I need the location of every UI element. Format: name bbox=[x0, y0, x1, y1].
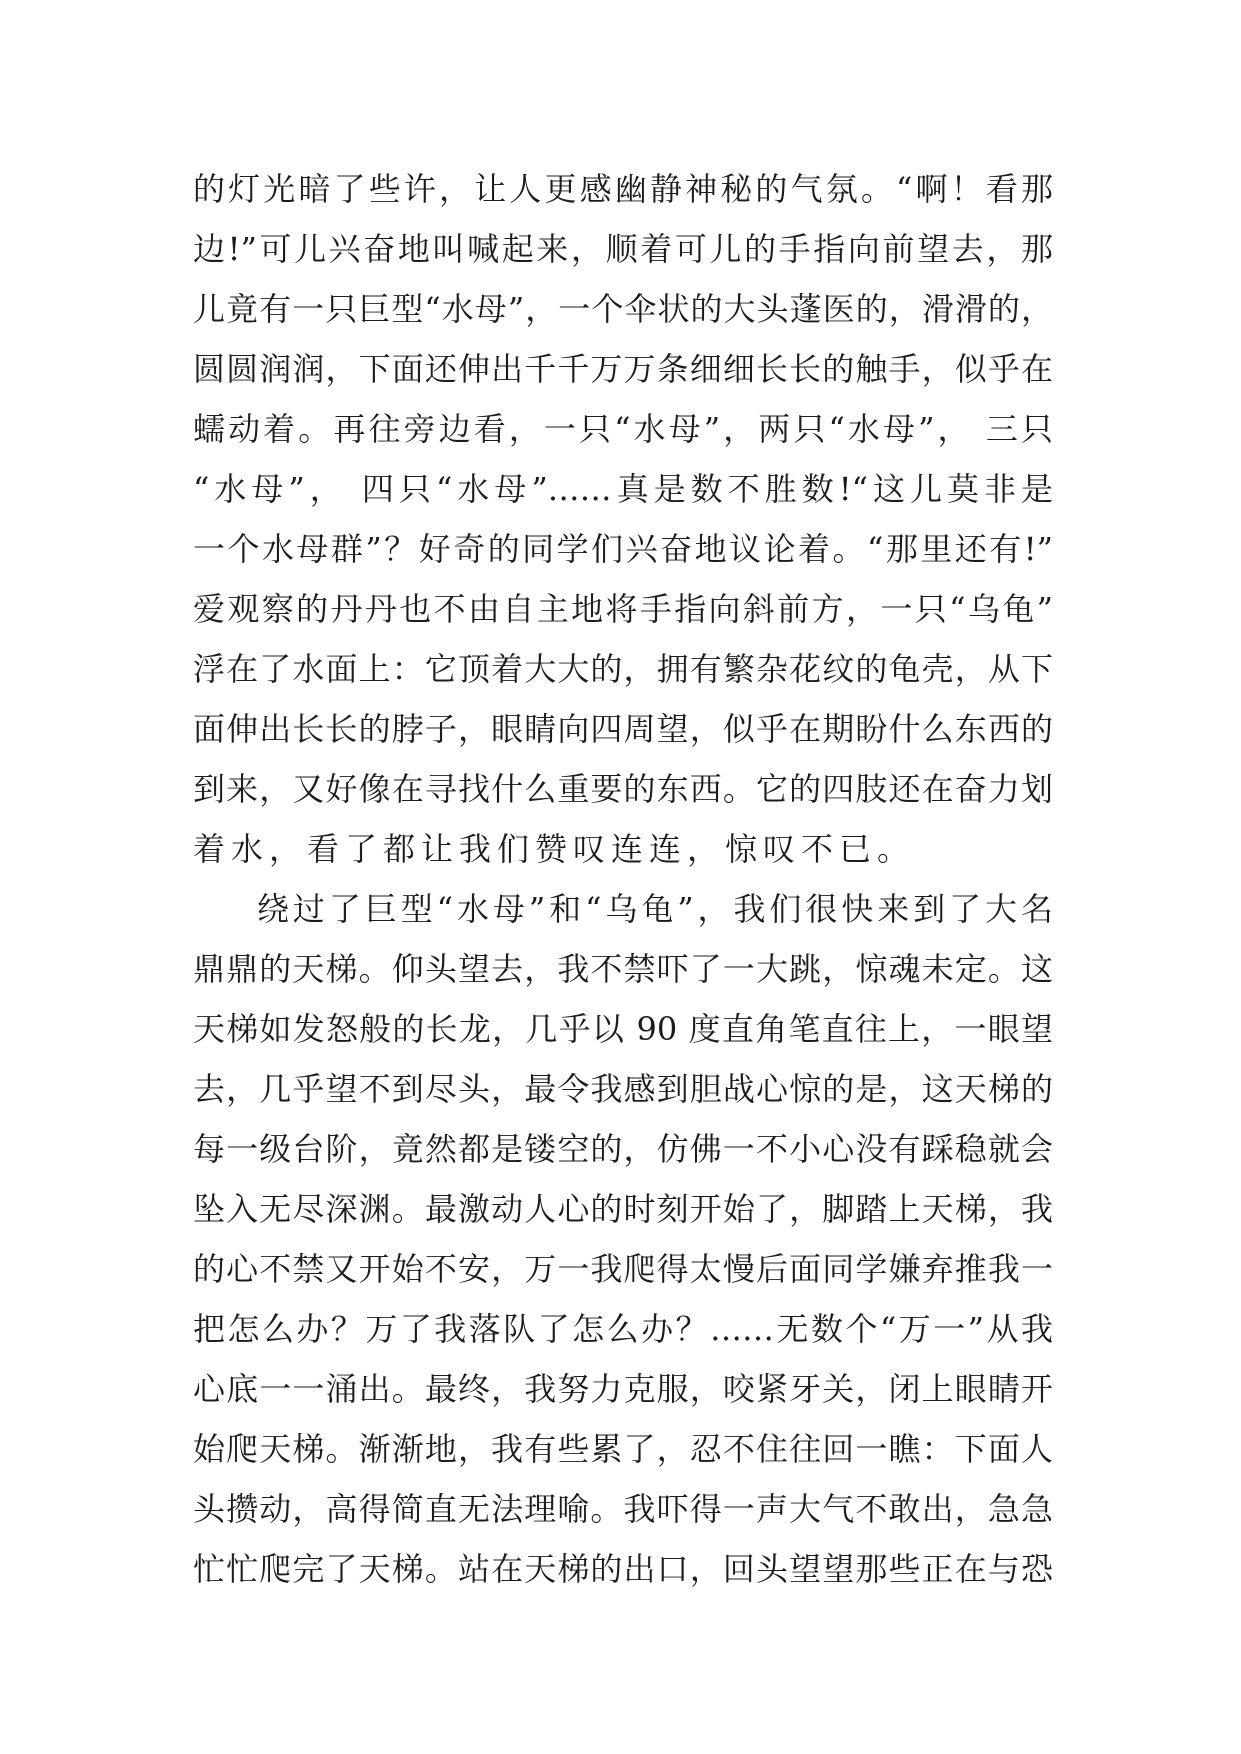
paragraph-1 bbox=[193, 159, 1053, 879]
text-line: 鼎鼎的天梯。仰头望去，我不禁吓了一大跳，惊魂未定。这 bbox=[193, 950, 1053, 988]
text-line: 浮在了水面上：它顶着大大的，拥有繁杂花纹的龟壳，从下 bbox=[193, 650, 1053, 688]
text-line: 忙忙爬完了天梯。站在天梯的出口，回头望望那些正在与恐 bbox=[193, 1550, 1053, 1588]
text-line: 一个水母群”？好奇的同学们兴奋地议论着。“那里还有!” bbox=[193, 530, 1053, 568]
text-line: 每一级台阶，竟然都是镂空的，仿佛一不小心没有踩稳就会 bbox=[193, 1130, 1053, 1168]
text-line: 去，几乎望不到尽头，最令我感到胆战心惊的是，这天梯的 bbox=[193, 1070, 1053, 1108]
text-line: 始爬天梯。渐渐地，我有些累了，忍不住往回一瞧：下面人 bbox=[193, 1430, 1053, 1468]
text-line: 边!”可儿兴奋地叫喊起来，顺着可儿的手指向前望去，那 bbox=[193, 230, 1053, 268]
text-line: 头攒动，高得简直无法理喻。我吓得一声大气不敢出，急急 bbox=[193, 1490, 1053, 1528]
text-line-indented: 绕过了巨型“水母”和“乌龟”，我们很快来到了大名 bbox=[257, 890, 1053, 928]
text-line: 圆圆润润，下面还伸出千千万万条细细长长的触手，似乎在 bbox=[193, 350, 1053, 388]
text-line: 把怎么办？万了我落队了怎么办？……无数个“万一”从我 bbox=[193, 1310, 1053, 1348]
text-line: 天梯如发怒般的长龙，几乎以 90 度直角笔直往上，一眼望 bbox=[193, 1010, 1053, 1048]
text-line: 坠入无尽深渊。最激动人心的时刻开始了，脚踏上天梯，我 bbox=[193, 1190, 1053, 1228]
text-line-last: 着水，看了都让我们赞叹连连，惊叹不已。 bbox=[193, 830, 916, 868]
text-line: 到来，又好像在寻找什么重要的东西。它的四肢还在奋力划 bbox=[193, 770, 1053, 808]
text-line: “水母”， 四只“水母”……真是数不胜数!“这儿莫非是 bbox=[193, 470, 1053, 508]
paragraph-2 bbox=[193, 879, 1053, 1599]
text-line: 面伸出长长的脖子，眼睛向四周望，似乎在期盼什么东西的 bbox=[193, 710, 1053, 748]
text-line: 蠕动着。再往旁边看，一只“水母”，两只“水母”， 三只 bbox=[193, 410, 1053, 448]
text-line: 的灯光暗了些许，让人更感幽静神秘的气氛。“啊！看那 bbox=[193, 170, 1053, 208]
text-line: 儿竟有一只巨型“水母”，一个伞状的大头蓬医的，滑滑的， bbox=[193, 290, 1053, 328]
text-line: 的心不禁又开始不安，万一我爬得太慢后面同学嫌弃推我一 bbox=[193, 1250, 1053, 1288]
body-text bbox=[193, 159, 1053, 1599]
text-line: 心底一一涌出。最终，我努力克服，咬紧牙关，闭上眼睛开 bbox=[193, 1370, 1053, 1408]
text-line: 爱观察的丹丹也不由自主地将手指向斜前方，一只“乌龟” bbox=[193, 590, 1053, 628]
